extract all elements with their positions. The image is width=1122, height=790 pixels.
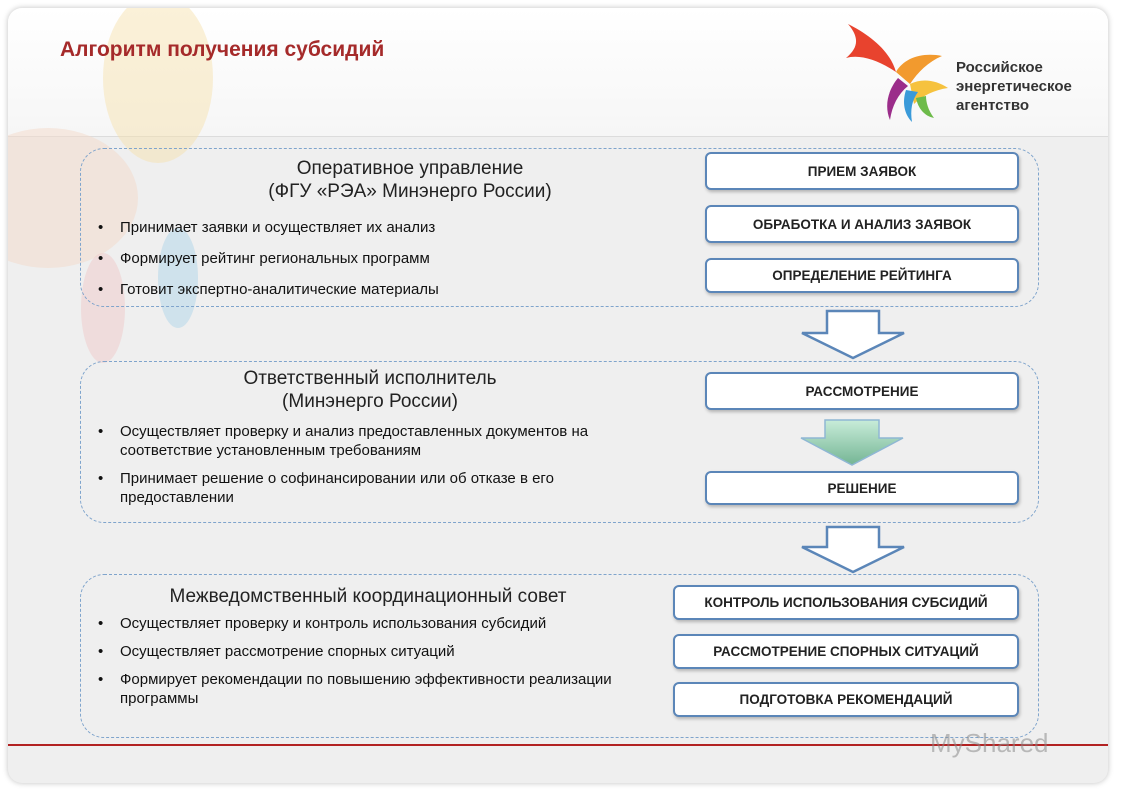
bullet-list — [92, 614, 652, 708]
step-review: РАССМОТРЕНИЕ — [705, 372, 1019, 410]
panel-title — [118, 585, 618, 608]
bullet-item: • Осуществляет рассмотрение спорных ситуаций — [92, 642, 652, 661]
step-rating: ОПРЕДЕЛЕНИЕ РЕЙТИНГА — [705, 258, 1019, 293]
step-recommendations: ПОДГОТОВКА РЕКОМЕНДАЦИЙ — [673, 682, 1019, 717]
logo-line: энергетическое — [956, 78, 1072, 95]
bullet-item: • Осуществляет проверку и контроль использования субсидий — [92, 614, 652, 633]
step-receive-applications: ПРИЕМ ЗАЯВОК — [705, 152, 1019, 190]
logo-line: Российское — [956, 59, 1043, 76]
down-arrow-icon — [798, 309, 908, 361]
rea-logo-icon — [838, 20, 956, 126]
bullet-item: • Принимает решение о софинансировании или об отказе в его предоставлении — [92, 469, 652, 507]
bullet-item: • Принимает заявки и осуществляет их анализ — [92, 218, 652, 237]
down-arrow-icon — [798, 525, 908, 575]
step-decision: РЕШЕНИЕ — [705, 471, 1019, 505]
panel-title-line: (Минэнерго России) — [282, 391, 458, 412]
down-arrow-green-icon — [797, 418, 907, 468]
panel-title — [200, 157, 620, 203]
panel-title-line: (ФГУ «РЭА» Минэнерго России) — [268, 181, 552, 202]
bullet-item: • Готовит экспертно-аналитические материалы — [92, 280, 652, 299]
bullet-item: • Формирует рекомендации по повышению эффективности реализации программы — [92, 670, 652, 708]
panel-title-line: Ответственный исполнитель — [243, 368, 497, 389]
logo-text — [956, 58, 1106, 115]
logo-line: агентство — [956, 97, 1030, 114]
step-process-applications: ОБРАБОТКА И АНАЛИЗ ЗАЯВОК — [705, 205, 1019, 243]
panel-title-line: Межведомственный координационный совет — [169, 586, 567, 607]
step-control-subsidies: КОНТРОЛЬ ИСПОЛЬЗОВАНИЯ СУБСИДИЙ — [673, 585, 1019, 620]
bullet-item: • Формирует рейтинг региональных программ — [92, 249, 652, 268]
panel-title-line: Оперативное управление — [296, 158, 524, 179]
page-title: Алгоритм получения субсидий — [60, 38, 385, 61]
bullet-list — [92, 218, 652, 299]
bullet-item: • Осуществляет проверку и анализ предоставленных документов на соответствие установленным требованиям — [92, 422, 652, 460]
panel-title — [170, 367, 570, 413]
bullet-list — [92, 422, 652, 507]
watermark: MyShared — [930, 728, 1049, 758]
step-disputes: РАССМОТРЕНИЕ СПОРНЫХ СИТУАЦИЙ — [673, 634, 1019, 669]
